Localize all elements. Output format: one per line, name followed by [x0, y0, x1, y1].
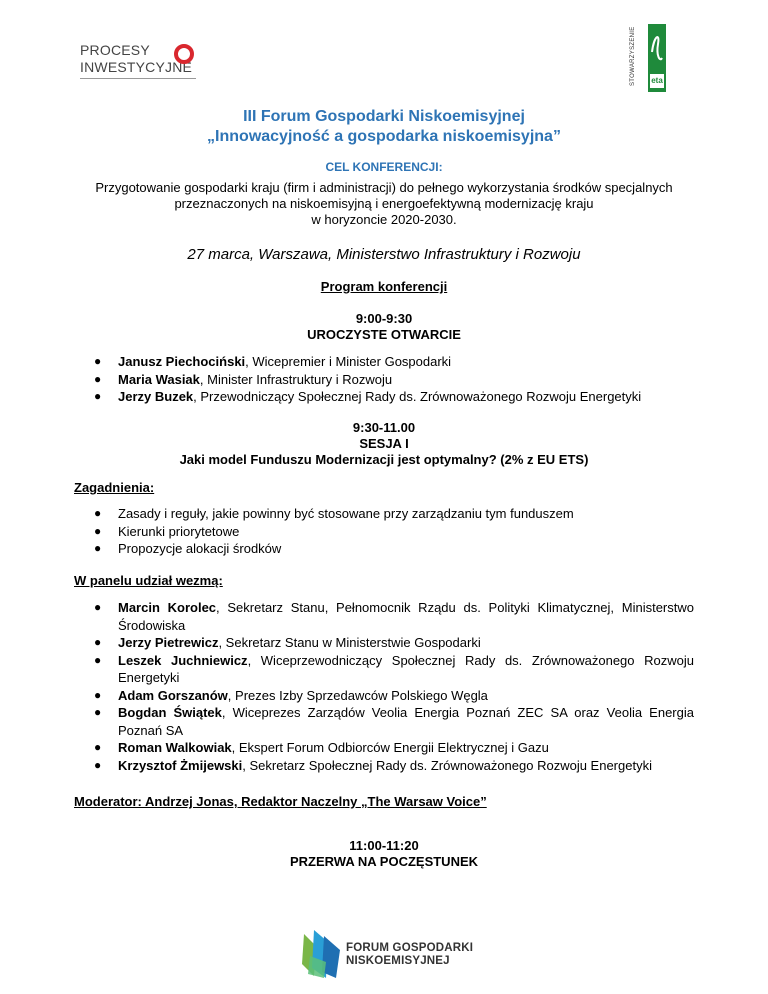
list-item: ● Bogdan Świątek, Wiceprezes Zarządów Veolia Energia Poznań ZEC SA oraz Veolia Energia Poznań SA	[94, 705, 694, 738]
list-item: ● Adam Gorszanów, Prezes Izby Sprzedawców Polskiego Węgla	[94, 687, 488, 703]
title-line-2: „Innowacyjność a gospodarka niskoemisyjna”	[207, 128, 561, 145]
stowarzyszenie-eta-logo	[630, 22, 668, 94]
opening-time: 9:00-9:30	[355, 311, 413, 326]
session1-title: SESJA I	[359, 436, 409, 451]
list-item: ● Kierunki priorytetowe	[94, 523, 240, 539]
goal-line-3: w horyzoncie 2020-2030.	[311, 212, 457, 227]
date-place: 27 marca, Warszawa, Ministerstwo Infrastruktury i Rozwoju	[187, 246, 581, 263]
list-item: ● Krzysztof Żmijewski, Sekretarz Społecznej Rady ds. Zrównoważonego Rozwoju Energetyki	[94, 757, 652, 773]
forum-leaf-icon	[300, 928, 344, 980]
forum-logo-text: FORUM GOSPODARKI NISKOEMISYJNEJ	[346, 942, 474, 967]
break-title: PRZERWA NA POCZĘSTUNEK	[289, 854, 479, 869]
forum-logo	[300, 928, 490, 980]
issues-list	[94, 505, 694, 558]
goal-line-2: przeznaczonych na niskoemisyjną i energoefektywną modernizację kraju	[174, 196, 594, 211]
list-item: ● Roman Walkowiak, Ekspert Forum Odbiorców Energii Elektrycznej i Gazu	[94, 740, 549, 755]
session1-time: 9:30-11.00	[352, 420, 416, 435]
break-time: 11:00-11:20	[349, 838, 419, 853]
logo-line-1: PROCESY	[80, 42, 150, 58]
list-item: ● Maria Wasiak, Minister Infrastruktury i Rozwoju	[94, 371, 393, 387]
list-item: ● Leszek Juchniewicz, Wiceprzewodniczący Społecznej Rady ds. Zrównoważonego Rozwoju Energetyki	[94, 652, 694, 685]
list-item: ● Zasady i reguły, jakie powinny być stosowane przy zarządzaniu tym funduszem	[94, 506, 574, 521]
list-item: ● Propozycje alokacji środków	[94, 541, 282, 556]
moderator: Moderator: Andrzej Jonas, Redaktor Naczelny „The Warsaw Voice”	[74, 794, 487, 809]
logo-underline	[80, 78, 196, 79]
list-item: ● Janusz Piechociński, Wicepremier i Minister Gospodarki	[94, 354, 452, 369]
session1-subtitle: Jaki model Funduszu Modernizacji jest optymalny? (2% z EU ETS)	[179, 452, 589, 467]
goal-line-1: Przygotowanie gospodarki kraju (firm i administracji) do pełnego wykorzystania środków specjalnych	[95, 180, 673, 195]
list-item: ● Marcin Korolec, Sekretarz Stanu, Pełnomocnik Rządu ds. Polityki Klimatycznej, Ministerstwo Środowiska	[94, 600, 694, 633]
procesy-inwestycyjne-logo	[80, 42, 198, 90]
list-item: ● Jerzy Pietrewicz, Sekretarz Stanu w Ministerstwie Gospodarki	[94, 635, 481, 650]
panelists-list	[94, 599, 694, 774]
logo-vertical-text: STOWARZYSZENIE	[630, 26, 636, 86]
logo-line-2: INWESTYCYJNE	[80, 59, 193, 75]
panel-heading: W panelu udział wezmą:	[74, 573, 223, 588]
opening-speakers-list	[94, 353, 694, 406]
logo-mark-text: eta	[651, 76, 663, 85]
logo-ring-icon	[174, 44, 194, 64]
list-item: ● Jerzy Buzek, Przewodniczący Społecznej Rady ds. Zrównoważonego Rozwoju Energetyki	[94, 389, 642, 404]
goal-heading: CEL KONFERENCJI:	[325, 160, 443, 174]
program-heading: Program konferencji	[320, 279, 448, 294]
opening-title: UROCZYSTE OTWARCIE	[307, 327, 461, 342]
issues-heading: Zagadnienia:	[74, 480, 155, 495]
title-line-1: III Forum Gospodarki Niskoemisyjnej	[243, 108, 525, 125]
